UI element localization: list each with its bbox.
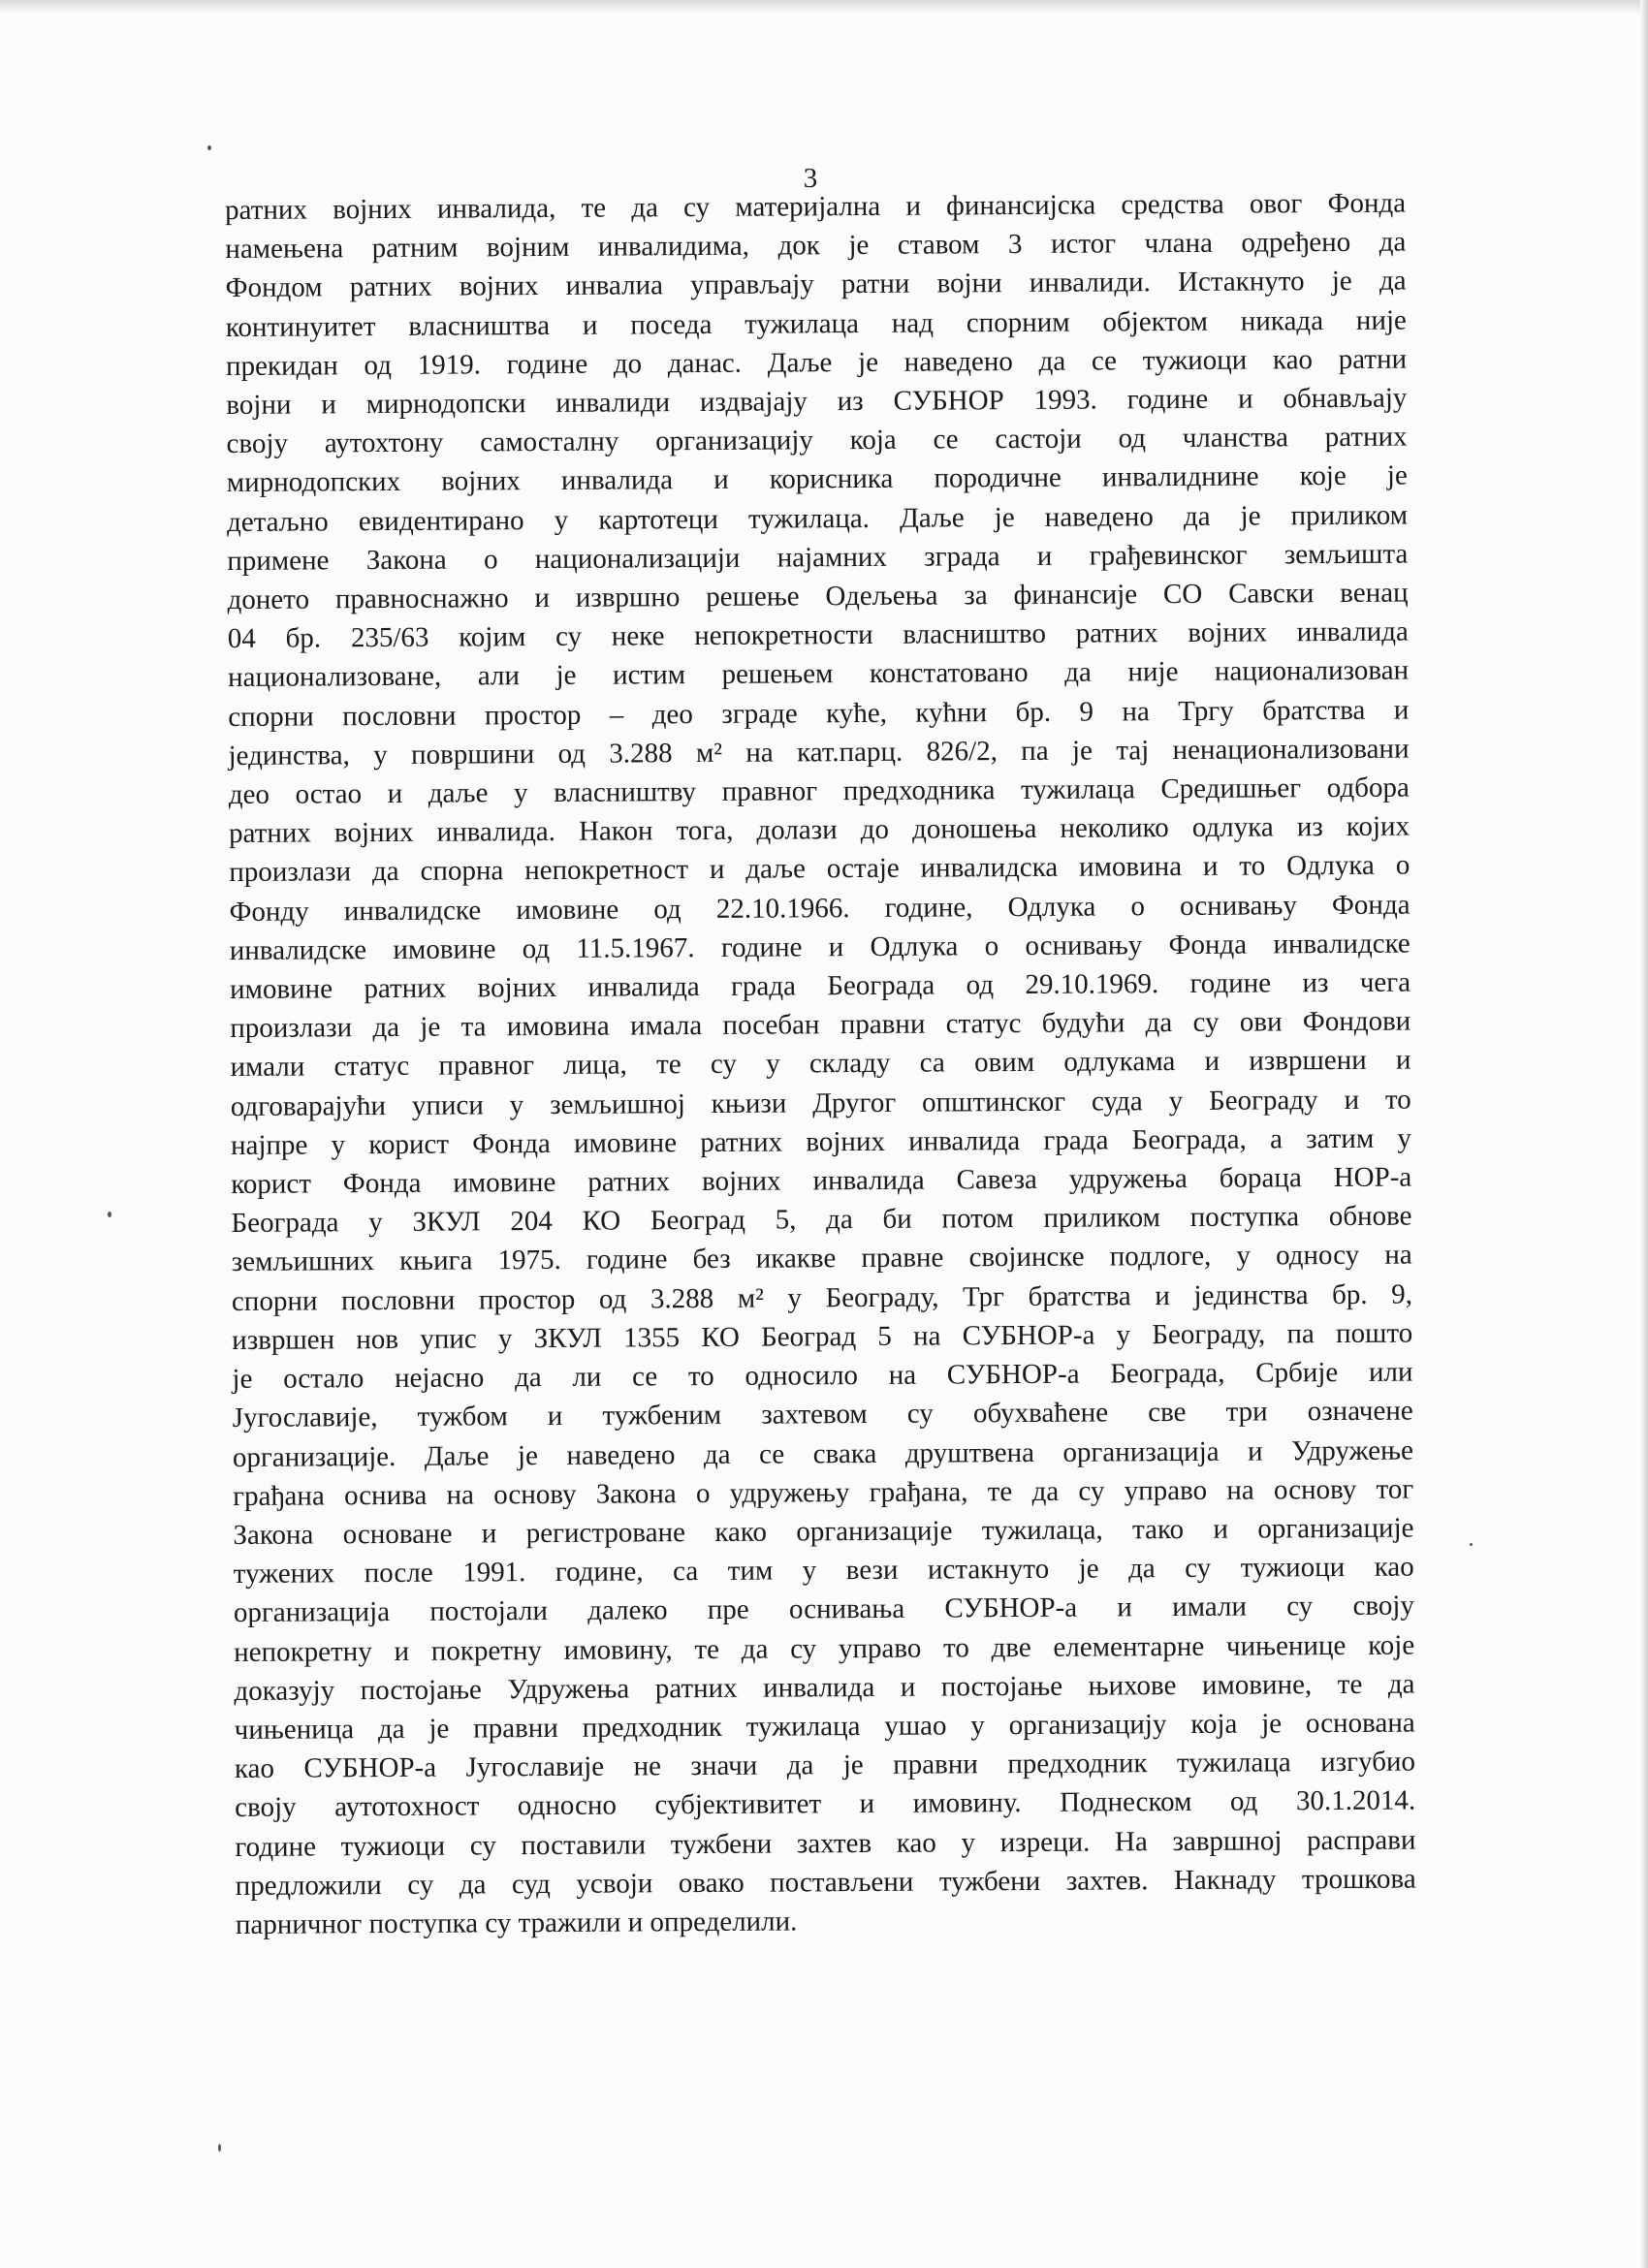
text-line: национализоване, али је истим решењем констатовано да није национализован	[227, 654, 1410, 694]
text-line: прекидан од 1919. године до данас. Даље је наведено да се тужиоци као ратни	[226, 343, 1408, 382]
text-line: земљишних књига 1975. године без икакве правне својинске подлоге, у односу на	[231, 1240, 1412, 1278]
text-line: спорни пословни простор од 3.288 м² у Београду, Трг братства и јединства бр. 9,	[231, 1278, 1413, 1317]
text-line: непокретну и покретну имовину, те да су управо то две елементарне чињенице које	[234, 1629, 1415, 1668]
text-line: примене Закона о национализацији најамних зграда и грађевинског земљишта	[227, 538, 1409, 577]
text-line: 04 бр. 235/63 којим су неке непокретности власништво ратних војних инвалида	[227, 615, 1409, 655]
scan-shadow-right	[1640, 0, 1648, 2268]
text-line: војни и мирнодопски инвалиди издвајају из СУБНОР 1993. године и обнављају	[226, 382, 1408, 422]
scan-speck	[218, 2144, 221, 2152]
text-line: мирнодопских војних инвалида и корисника породичне инвалиднине које је	[226, 459, 1408, 499]
text-line: Фондом ратних војних инвалиа управљају ратни војни инвалиди. Истакнуто је да	[225, 265, 1407, 304]
text-line: грађана оснива на основу Закона о удружењу грађана, те да су управо на основу тог	[233, 1473, 1414, 1512]
text-line: произлази да спорна непокретност и даље остаје инвалидска имовина и то Одлука о	[229, 850, 1410, 889]
text-line: организације. Даље је наведено да се свака друштвена организација и Удружење	[232, 1434, 1414, 1473]
text-line: инвалидске имовине од 11.5.1967. године и Одлука о оснивању Фонда инвалидске	[229, 928, 1410, 966]
text-line: континуитет власништва и поседа тужилаца над спорним објектом никада није	[225, 304, 1407, 343]
scan-shadow-top	[0, 0, 1648, 14]
text-line: Фонду инвалидске имовине од 22.10.1966. године, Одлука о оснивању Фонда	[229, 889, 1410, 928]
text-line: детаљно евидентирано у картотеци тужилаца. Даље је наведено да је приликом	[226, 499, 1409, 538]
text-line: ратних војних инвалида. Након тога, долази до доношења неколико одлука из којих	[228, 810, 1410, 850]
text-line: тужених после 1991. године, са тим у вези истакнуто је да су тужиоци као	[233, 1551, 1414, 1591]
text-line: Закона основане и регистроване како организације тужилаца, тако и организације	[233, 1512, 1414, 1551]
scan-speck	[1470, 1543, 1473, 1546]
text-line: произлази да је та имовина имала посебан правни статус будући да су ови Фондови	[230, 1005, 1411, 1045]
text-line: донето правноснажно и извршно решење Одељења за финансије СО Савски венац	[227, 577, 1409, 616]
page-number: 3	[803, 163, 818, 194]
text-line: доказују постојање Удружења ратних инвалида и постојање њихове имовине, те да	[234, 1668, 1415, 1707]
scan-speck	[207, 145, 211, 150]
text-line: своју аутотохност односно субјективитет и имовину. Поднеском од 30.1.2014.	[235, 1784, 1416, 1824]
text-line: ратних војних инвалида, те да су материјална и финансијска средства овог Фонда	[225, 187, 1407, 226]
text-line: своју аутохтону самосталну организацију која се састоји од чланства ратних	[226, 421, 1408, 460]
text-line: имали статус правног лица, те су у складу са овим одлукама и извршени и	[230, 1045, 1411, 1084]
text-line: организација постојали далеко пре оснивања СУБНОР-а и имали су своју	[233, 1590, 1415, 1629]
text-line: део остао и даље у власништву правног предходника тужилаца Средишњег одбора	[228, 772, 1410, 811]
text-line: чињеница да је правни предходник тужилаца ушао у организацију која је основана	[234, 1707, 1415, 1746]
text-line: Југославије, тужбом и тужбеним захтевом су обухваћене све три означене	[232, 1395, 1413, 1434]
text-line: спорни пословни простор – део зграде куће, кућни бр. 9 на Тргу братства и	[228, 694, 1410, 733]
text-line: јединства, у површини од 3.288 м² на кат.парц. 826/2, па је тај ненационализовани	[228, 733, 1410, 772]
text-line: године тужиоци су поставили тужбени захтев као у изреци. На завршној расправи	[235, 1824, 1416, 1863]
text-line: корист Фонда имовине ратних војних инвалида Савеза удружења бораца НОР-а	[231, 1161, 1412, 1201]
text-line: најпре у корист Фонда имовине ратних војних инвалида града Београда, а затим у	[230, 1122, 1412, 1161]
body-text	[225, 184, 1416, 1945]
text-line: парничног поступка су тражили и определили.	[235, 1906, 798, 1940]
text-line: извршен нов упис у ЗКУЛ 1355 КО Београд 5 на СУБНОР-а у Београду, па пошто	[232, 1317, 1413, 1356]
text-line: намењена ратним војним инвалидима, док је ставом 3 истог члана одређено да	[225, 226, 1407, 266]
text-line: Београда у ЗКУЛ 204 КО Београд 5, да би потом приликом поступка обнове	[231, 1200, 1412, 1240]
scan-speck	[108, 1212, 111, 1217]
text-line: је остало нејасно да ли се то односило на СУБНОР-а Београда, Србије или	[232, 1356, 1413, 1396]
text-line: имовине ратних војних инвалида града Београда од 29.10.1969. године из чега	[229, 966, 1411, 1006]
text-line: предложили су да суд усвоји овако постављени тужбени захтев. Накнаду трошкова	[235, 1863, 1416, 1902]
text-line: као СУБНОР-а Југославије не значи да је правни предходник тужилаца изгубио	[234, 1746, 1416, 1785]
text-line: одговарајући уписи у земљишној књизи Другог општинског суда у Београду и то	[230, 1084, 1411, 1122]
